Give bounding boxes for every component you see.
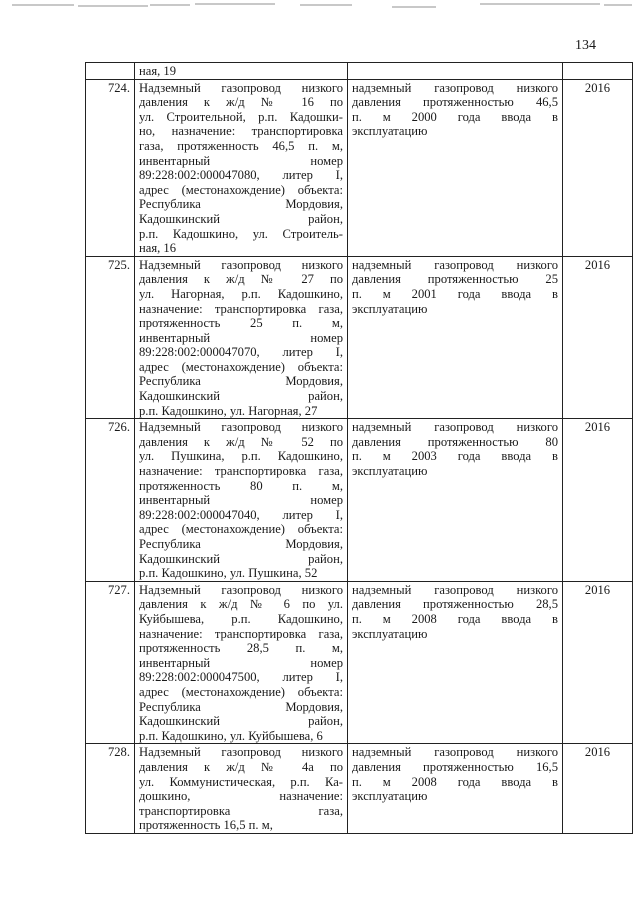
object-description-line: адрес (местонахождение) объекта:: [139, 182, 343, 197]
object-description-line: назначение: транспортировка газа,: [139, 626, 343, 641]
object-description-line: ул. Пушкина, р.п. Кадошкино,: [139, 449, 343, 464]
object-description-line: давления к ж/д № 52 по: [139, 434, 343, 449]
object-description-line: Кадошкинский район,: [139, 211, 343, 226]
object-characteristics: [348, 256, 563, 419]
object-description-line: Надземный газопровод низкого: [139, 420, 343, 435]
object-description-line: протяженность 16,5 п. м,: [139, 818, 273, 833]
object-description-line: ная, 19: [139, 64, 177, 78]
object-characteristics-line: эксплуатацию: [352, 301, 428, 316]
row-number: 728.: [86, 744, 135, 834]
object-description-line: дошкино, назначение:: [139, 789, 343, 804]
object-description-line: протяженность 80 п. м,: [139, 478, 343, 493]
object-description-line: Кадошкинский район,: [139, 551, 343, 566]
object-description: [135, 79, 348, 256]
row-number: 724.: [86, 79, 135, 256]
object-characteristics-line: давления протяженностью 46,5: [352, 95, 558, 110]
page-number: 134: [575, 38, 596, 53]
object-description-line: адрес (местонахождение) объекта:: [139, 684, 343, 699]
register-table: [85, 62, 633, 834]
object-characteristics: [348, 744, 563, 834]
object-characteristics-line: эксплуатацию: [352, 789, 428, 804]
object-characteristics-line: эксплуатацию: [352, 124, 428, 139]
object-description-line: ул. Коммунистическая, р.п. Ка-: [139, 774, 343, 789]
year-cell: [563, 63, 633, 80]
object-description-line: транспортировка газа,: [139, 803, 343, 818]
object-description-line: давления к ж/д № 6 по ул.: [139, 597, 343, 612]
object-description-line: газа, протяженность 46,5 п. м,: [139, 138, 343, 153]
year-cell: 2016: [563, 256, 633, 419]
object-characteristics: [348, 63, 563, 80]
object-description-line: протяженность 25 п. м,: [139, 316, 343, 331]
object-description-line: Кадошкинский район,: [139, 389, 343, 404]
object-description-line: инвентарный номер: [139, 153, 343, 168]
object-description: [135, 256, 348, 419]
object-characteristics-line: п. м 2008 года ввода в: [352, 774, 558, 789]
object-characteristics-line: надземный газопровод низкого: [352, 80, 558, 95]
object-description-line: Республика Мордовия,: [139, 537, 343, 551]
table-row: [86, 63, 633, 80]
year-cell: 2016: [563, 79, 633, 256]
object-characteristics-line: давления протяженностью 16,5: [352, 759, 558, 774]
object-description-line: ул. Строительной, р.п. Кадошки-: [139, 109, 343, 124]
table-row: [86, 581, 633, 744]
object-description-line: Кадошкинский район,: [139, 714, 343, 729]
object-description-line: давления к ж/д № 16 по: [139, 95, 343, 110]
object-description-line: инвентарный номер: [139, 655, 343, 670]
object-description-line: но, назначение: транспортировка: [139, 124, 343, 139]
object-description-line: назначение: транспортировка газа,: [139, 301, 343, 316]
object-characteristics-line: эксплуатацию: [352, 626, 428, 641]
object-description-line: ул. Нагорная, р.п. Кадошкино,: [139, 286, 343, 301]
object-characteristics-line: давления протяженностью 80: [352, 434, 558, 449]
object-description: [135, 63, 348, 80]
row-number: 725.: [86, 256, 135, 419]
object-characteristics-line: п. м 2000 года ввода в: [352, 109, 558, 124]
row-number: 727.: [86, 581, 135, 744]
row-number: [86, 63, 135, 80]
year-cell: 2016: [563, 419, 633, 582]
table-row: [86, 744, 633, 834]
object-description-line: р.п. Кадошкино, ул. Нагорная, 27: [139, 403, 318, 418]
object-characteristics-line: надземный газопровод низкого: [352, 257, 558, 272]
object-characteristics-line: эксплуатацию: [352, 464, 428, 479]
year-cell: 2016: [563, 744, 633, 834]
object-characteristics: [348, 419, 563, 582]
scan-artifact-strip: [0, 0, 640, 14]
table-row: [86, 79, 633, 256]
object-description-line: Республика Мордовия,: [139, 699, 343, 714]
object-description-line: Куйбышева, р.п. Кадошкино,: [139, 611, 343, 626]
object-description-line: давления к ж/д № 27 по: [139, 272, 343, 287]
object-description-line: 89:228:002:000047080, литер I,: [139, 168, 343, 183]
object-description: [135, 744, 348, 834]
object-characteristics-line: надземный газопровод низкого: [352, 582, 558, 597]
object-description-line: ная, 16: [139, 241, 177, 256]
object-description-line: адрес (местонахождение) объекта:: [139, 522, 343, 537]
object-description: [135, 581, 348, 744]
object-description-line: давления к ж/д № 4а по: [139, 759, 343, 774]
object-description-line: Надземный газопровод низкого: [139, 745, 343, 760]
object-characteristics-line: п. м 2001 года ввода в: [352, 286, 558, 301]
object-description-line: р.п. Кадошкино, ул. Строитель-: [139, 226, 343, 241]
object-description-line: р.п. Кадошкино, ул. Куйбышева, 6: [139, 728, 323, 743]
object-description-line: Надземный газопровод низкого: [139, 257, 343, 272]
object-characteristics-line: п. м 2003 года ввода в: [352, 449, 558, 464]
object-characteristics-line: п. м 2008 года ввода в: [352, 611, 558, 626]
object-characteristics-line: давления протяженностью 25: [352, 272, 558, 287]
row-number: 726.: [86, 419, 135, 582]
object-characteristics-line: надземный газопровод низкого: [352, 745, 558, 760]
object-description-line: Надземный газопровод низкого: [139, 582, 343, 597]
object-characteristics: [348, 79, 563, 256]
object-description-line: Надземный газопровод низкого: [139, 80, 343, 95]
object-description: [135, 419, 348, 582]
object-description-line: адрес (местонахождение) объекта:: [139, 359, 343, 374]
object-description-line: Республика Мордовия,: [139, 197, 343, 212]
object-description-line: р.п. Кадошкино, ул. Пушкина, 52: [139, 566, 318, 581]
object-description-line: инвентарный номер: [139, 330, 343, 345]
object-characteristics-line: надземный газопровод низкого: [352, 420, 558, 435]
year-cell: 2016: [563, 581, 633, 744]
object-description-line: инвентарный номер: [139, 493, 343, 508]
register-table-body: [86, 63, 633, 834]
object-description-line: Республика Мордовия,: [139, 374, 343, 389]
object-description-line: назначение: транспортировка газа,: [139, 464, 343, 479]
table-row: [86, 256, 633, 419]
object-description-line: протяженность 28,5 п. м,: [139, 641, 343, 656]
object-description-line: 89:228:002:000047040, литер I,: [139, 507, 343, 522]
object-characteristics: [348, 581, 563, 744]
table-row: [86, 419, 633, 582]
object-characteristics-line: давления протяженностью 28,5: [352, 597, 558, 612]
object-description-line: 89:228:002:000047500, литер I,: [139, 670, 343, 685]
object-description-line: 89:228:002:000047070, литер I,: [139, 345, 343, 360]
